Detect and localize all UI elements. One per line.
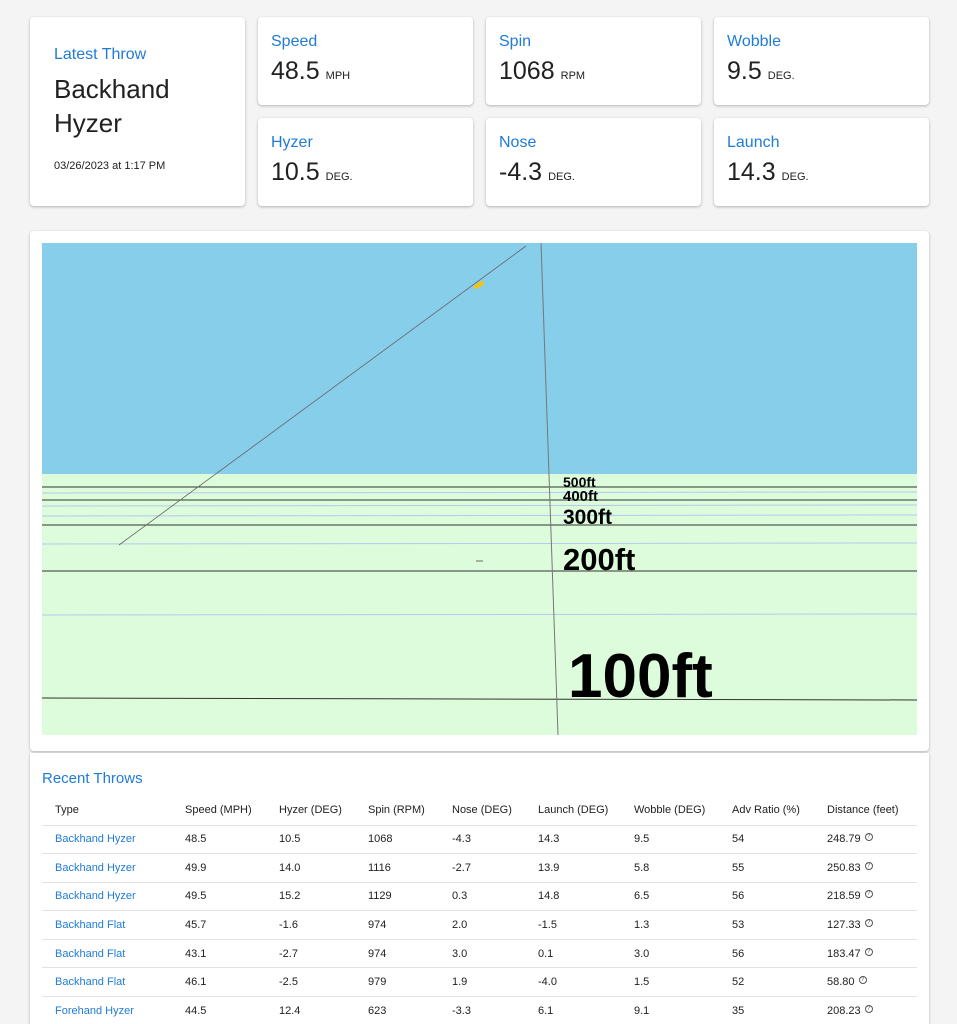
- cell-spin: 623: [355, 997, 439, 1024]
- distance-label-300: 300ft: [563, 506, 613, 529]
- latest-throw-type: Backhand Hyzer: [54, 74, 170, 138]
- cell-wobble: 1.5: [621, 968, 719, 997]
- cell-hyzer: 10.5: [266, 825, 355, 854]
- distance-label-200: 200ft: [563, 542, 636, 577]
- help-icon[interactable]: ?: [865, 919, 873, 927]
- throw-type-link[interactable]: Backhand Hyzer: [55, 861, 136, 874]
- column-header-launch[interactable]: Launch (DEG): [525, 795, 621, 825]
- cell-adv-ratio: 56: [719, 939, 814, 968]
- nose-unit: DEG.: [548, 171, 575, 183]
- cell-spin: 979: [355, 968, 439, 997]
- launch-unit: DEG.: [781, 171, 809, 183]
- column-header-distance[interactable]: Distance (feet): [814, 795, 917, 825]
- cell-launch: -4.0: [525, 968, 621, 997]
- cell-wobble: 6.5: [621, 882, 719, 911]
- hyzer-unit: DEG.: [325, 171, 353, 183]
- cell-speed: 44.5: [172, 997, 266, 1024]
- cell-speed: 46.1: [172, 968, 266, 997]
- cell-nose: 0.3: [439, 882, 525, 911]
- cell-type: [42, 997, 172, 1024]
- distance-label-100: 100ft: [568, 642, 713, 711]
- help-icon[interactable]: ?: [865, 948, 873, 956]
- cell-nose: 1.9: [439, 968, 525, 997]
- cell-type: [42, 825, 172, 854]
- cell-launch: 6.1: [525, 997, 621, 1024]
- cell-distance: [814, 854, 917, 883]
- help-icon[interactable]: ?: [859, 976, 867, 984]
- latest-throw-date: 03/26/2023 at 1:17 PM: [54, 160, 166, 172]
- speed-value: 48.5: [271, 57, 320, 85]
- cell-distance: [814, 939, 917, 968]
- column-header-adv-ratio[interactable]: Adv Ratio (%): [719, 795, 814, 825]
- cell-distance: [814, 882, 917, 911]
- cell-wobble: 5.8: [621, 854, 719, 883]
- spin-value: 1068: [499, 57, 555, 85]
- speed-label: Speed: [271, 33, 318, 50]
- hyzer-label: Hyzer: [271, 134, 313, 151]
- throw-type-link[interactable]: Backhand Hyzer: [55, 833, 136, 846]
- cell-type: [42, 854, 172, 883]
- spin-label: Spin: [499, 33, 532, 50]
- throw-type-link[interactable]: Backhand Flat: [55, 976, 126, 989]
- cell-nose: -4.3: [439, 825, 525, 854]
- cell-adv-ratio: 53: [719, 911, 814, 940]
- cell-launch: 0.1: [525, 939, 621, 968]
- distance-label-400: 400ft: [563, 488, 599, 505]
- wobble-card: [714, 17, 929, 105]
- spin-unit: RPM: [560, 70, 586, 82]
- cell-spin: 1068: [355, 825, 439, 854]
- help-icon[interactable]: ?: [865, 862, 873, 870]
- cell-adv-ratio: 35: [719, 997, 814, 1024]
- launch-value: 14.3: [727, 158, 776, 186]
- recent-throws-title: Recent Throws: [42, 770, 143, 787]
- wobble-unit: DEG.: [767, 70, 795, 82]
- column-header-type[interactable]: Type: [42, 795, 172, 825]
- launch-label: Launch: [727, 134, 780, 151]
- cell-speed: 49.5: [172, 882, 266, 911]
- column-header-speed[interactable]: Speed (MPH): [172, 795, 266, 825]
- table-row[interactable]: [42, 911, 917, 940]
- cell-wobble: 1.3: [621, 911, 719, 940]
- cell-launch: 14.8: [525, 882, 621, 911]
- cell-wobble: 3.0: [621, 939, 719, 968]
- cell-speed: 43.1: [172, 939, 266, 968]
- cell-speed: 45.7: [172, 911, 266, 940]
- cell-hyzer: -2.5: [266, 968, 355, 997]
- distance-value: 58.80: [827, 976, 855, 989]
- cell-launch: 14.3: [525, 825, 621, 854]
- flight-scene[interactable]: [42, 243, 917, 735]
- table-row[interactable]: [42, 997, 917, 1024]
- spin-card: [486, 17, 701, 105]
- recent-throws-table: [42, 795, 917, 1024]
- column-header-hyzer[interactable]: Hyzer (DEG): [266, 795, 355, 825]
- cell-wobble: 9.1: [621, 997, 719, 1024]
- cell-type: [42, 939, 172, 968]
- throw-type-link[interactable]: Backhand Flat: [55, 919, 126, 932]
- flight-scene-svg: [42, 243, 917, 735]
- help-icon[interactable]: ?: [865, 833, 873, 841]
- wobble-value: 9.5: [727, 57, 762, 85]
- cell-adv-ratio: 55: [719, 854, 814, 883]
- cell-adv-ratio: 52: [719, 968, 814, 997]
- column-header-spin[interactable]: Spin (RPM): [355, 795, 439, 825]
- cell-speed: 49.9: [172, 854, 266, 883]
- cell-speed: 48.5: [172, 825, 266, 854]
- ground: [42, 474, 917, 735]
- speed-unit: MPH: [325, 70, 351, 82]
- hyzer-value: 10.5: [271, 158, 320, 186]
- speed-card: [258, 17, 473, 105]
- distance-label-500: 500ft: [563, 474, 596, 490]
- cell-nose: -2.7: [439, 854, 525, 883]
- wobble-label: Wobble: [727, 33, 781, 50]
- cell-nose: -3.3: [439, 997, 525, 1024]
- distance-value: 183.47: [827, 947, 861, 960]
- latest-throw-card: [30, 17, 245, 206]
- throw-type-link[interactable]: Forehand Hyzer: [55, 1004, 134, 1017]
- cell-type: [42, 911, 172, 940]
- cell-hyzer: -1.6: [266, 911, 355, 940]
- recent-throws-card: [30, 753, 929, 1024]
- distance-value: 127.33: [827, 919, 861, 932]
- cell-launch: 13.9: [525, 854, 621, 883]
- nose-value: -4.3: [499, 158, 543, 186]
- nose-card: [486, 118, 701, 206]
- cell-adv-ratio: 56: [719, 882, 814, 911]
- distance-value: 208.23: [827, 1004, 861, 1017]
- flight-visualization-card: [30, 231, 929, 751]
- cell-spin: 1129: [355, 882, 439, 911]
- latest-throw-label: Latest Throw: [54, 46, 147, 63]
- sky: [42, 243, 917, 474]
- table-row[interactable]: [42, 939, 917, 968]
- distance-value: 250.83: [827, 861, 861, 874]
- cell-distance: [814, 825, 917, 854]
- cell-hyzer: 14.0: [266, 854, 355, 883]
- cell-spin: 974: [355, 939, 439, 968]
- table-row[interactable]: [42, 854, 917, 883]
- distance-value: 248.79: [827, 833, 861, 846]
- cell-spin: 974: [355, 911, 439, 940]
- nose-label: Nose: [499, 134, 537, 151]
- cell-adv-ratio: 54: [719, 825, 814, 854]
- cell-distance: [814, 911, 917, 940]
- cell-launch: -1.5: [525, 911, 621, 940]
- help-icon[interactable]: ?: [865, 1005, 873, 1013]
- distance-value: 218.59: [827, 890, 861, 903]
- cell-spin: 1116: [355, 854, 439, 883]
- throw-type-link[interactable]: Backhand Flat: [55, 947, 126, 960]
- hyzer-card: [258, 118, 473, 206]
- cell-distance: [814, 997, 917, 1024]
- cell-distance: [814, 968, 917, 997]
- table-row[interactable]: [42, 968, 917, 997]
- throw-type-link[interactable]: Backhand Hyzer: [55, 890, 136, 903]
- cell-wobble: 9.5: [621, 825, 719, 854]
- table-row[interactable]: [42, 882, 917, 911]
- column-header-wobble[interactable]: Wobble (DEG): [621, 795, 719, 825]
- table-row[interactable]: [42, 825, 917, 854]
- cell-hyzer: 15.2: [266, 882, 355, 911]
- cell-nose: 3.0: [439, 939, 525, 968]
- table-header-row: [42, 795, 917, 825]
- cell-type: [42, 882, 172, 911]
- cell-type: [42, 968, 172, 997]
- cell-nose: 2.0: [439, 911, 525, 940]
- launch-card: [714, 118, 929, 206]
- cell-hyzer: -2.7: [266, 939, 355, 968]
- help-icon[interactable]: ?: [865, 890, 873, 898]
- cell-hyzer: 12.4: [266, 997, 355, 1024]
- column-header-nose[interactable]: Nose (DEG): [439, 795, 525, 825]
